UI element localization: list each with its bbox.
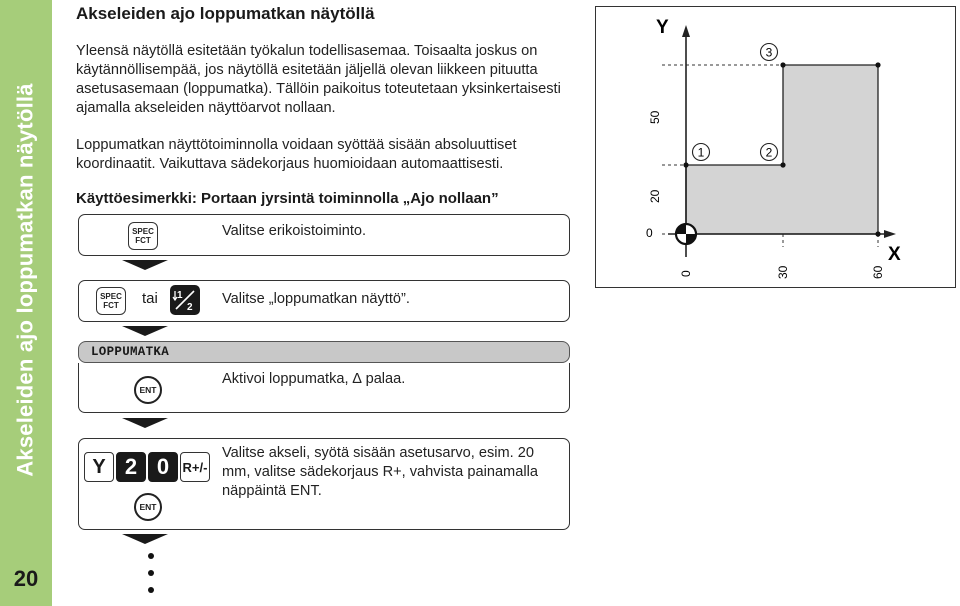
sidebar-title-text: Akseleiden ajo loppumatkan näytöllä — [13, 83, 39, 477]
or-label: tai — [142, 290, 158, 307]
step-arrow-1 — [122, 260, 168, 270]
sidebar-title — [0, 0, 52, 560]
example-heading: Käyttöesimerkki: Portaan jyrsintä toiminnolla „Ajo nollaan” — [76, 190, 499, 207]
display-bar — [78, 341, 570, 363]
display-label: LOPPUMATKA — [91, 345, 170, 359]
digit-2-key[interactable]: 2 — [116, 452, 146, 482]
x-tick-60: 60 — [871, 265, 885, 279]
workpiece-diagram — [595, 6, 956, 288]
digit-0-key[interactable]: 0 — [148, 452, 178, 482]
continuation-dot — [148, 570, 154, 576]
corner-point — [875, 231, 880, 236]
radius-comp-key[interactable]: R+/- — [180, 452, 210, 482]
step-2-text: Valitse „loppumatkan näyttö”. — [222, 291, 410, 307]
y-tick-50: 50 — [648, 110, 662, 124]
step-arrow-2 — [122, 326, 168, 336]
point-1-label: 1 — [697, 145, 705, 160]
x-axis-arrow — [884, 230, 896, 238]
info-paragraph: Loppumatkan näyttötoiminnolla voidaan syöttää sisään absoluuttiset koordinaatit. Vaikuttava sädekorjaus huomioidaan automaattisesti. — [76, 137, 517, 172]
step-1-text: Valitse erikoistoiminto. — [222, 223, 367, 239]
corner-point — [780, 162, 785, 167]
point-3-label: 3 — [765, 45, 773, 60]
continuation-dot — [148, 587, 154, 593]
distance-to-go-key[interactable] — [170, 285, 200, 315]
step-3-text: Aktivoi loppumatka, ∆ palaa. — [222, 371, 406, 387]
distance-to-go-icon — [172, 287, 198, 313]
step-4-text: Valitse akseli, syötä sisään asetusarvo, esim. 20 mm, valitse sädekorjaus R+, vahvista painamalla näppäintä ENT. — [222, 445, 538, 499]
step-arrow-4 — [122, 534, 168, 544]
spec-fct-key-2[interactable]: SPEC FCT — [96, 287, 126, 315]
y-axis-arrow — [682, 25, 690, 37]
page-heading: Akseleiden ajo loppumatkan näytöllä — [76, 4, 375, 23]
x-tick-0: 0 — [679, 270, 693, 277]
svg-text:2: 2 — [187, 302, 193, 313]
continuation-dot — [148, 553, 154, 559]
x-tick-30: 30 — [776, 265, 790, 279]
y-axis-label: Y — [656, 17, 669, 38]
ent-key[interactable]: ENT — [134, 376, 162, 404]
x-axis-label: X — [888, 244, 901, 265]
y-tick-20: 20 — [648, 189, 662, 203]
ent-key-2[interactable]: ENT — [134, 493, 162, 521]
spec-fct-key[interactable]: SPEC FCT — [128, 222, 158, 250]
y-tick-0: 0 — [646, 226, 653, 240]
corner-point — [683, 162, 688, 167]
intro-paragraph: Yleensä näytöllä esitetään työkalun todellisasemaa. Toisaalta joskus on käytännöllisempää, jos näytöllä esitetään jäljellä olevan liikkeen pituutta asetusasemaan (loppumatka). Tällöin paikoitus toteutetaan yksinkertaisesti ajamalla akseleiden näyttöarvot nollaan. — [76, 43, 561, 116]
page-number: 20 — [13, 566, 39, 591]
corner-point — [875, 62, 880, 67]
tool-icon-quadrant — [676, 224, 686, 234]
corner-point — [780, 62, 785, 67]
tool-icon-quadrant — [686, 234, 696, 244]
diagram-svg — [596, 7, 955, 287]
step-arrow-3 — [122, 418, 168, 428]
svg-text:1: 1 — [177, 290, 183, 301]
workpiece-step — [686, 65, 878, 234]
point-2-label: 2 — [765, 145, 773, 160]
axis-y-key[interactable]: Y — [84, 452, 114, 482]
